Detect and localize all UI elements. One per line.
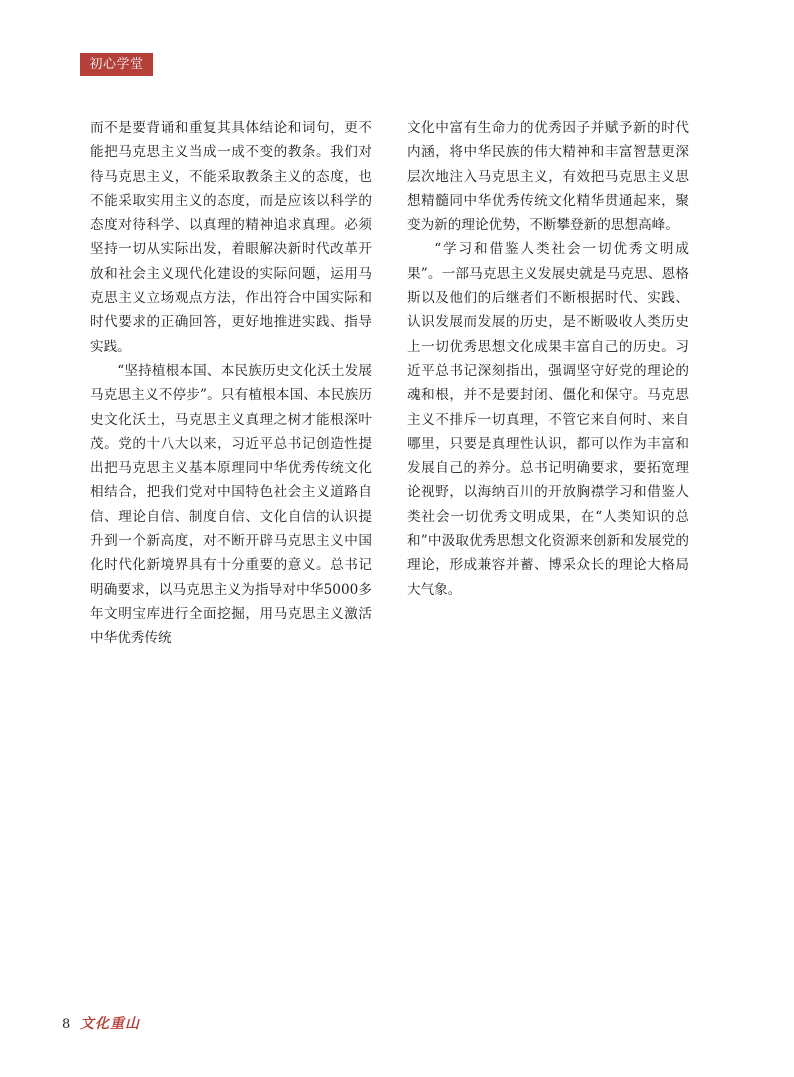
page-number: 8 — [62, 1017, 71, 1032]
paragraph: “坚持植根本国、本民族历史文化沃土发展马克思主义不停步”。只有植根本国、本民族历史文化沃土，马克思主义真理之树才能根深叶茂。党的十八大以来，习近平总书记创造性提出把马克思主义基本原理同中华优秀传统文化相结合，把我们党对中国特色社会主义道路自信、理论自信、制度自信、文化自信的认识提升到一个新高度，对不断开辟马克思主义中国化时代化新境界具有十分重要的意义。总书记明确要求，以马克思主义为指导对中华5000多年文明宝库进行全面挖掘，用马克思主义激活中华优秀传统 — [90, 362, 372, 647]
section-label: 初心学堂 — [80, 53, 153, 76]
right-column — [407, 116, 689, 602]
paragraph: 而不是要背诵和重复其具体结论和词句，更不能把马克思主义当成一成不变的教条。我们对待马克思主义，不能采取教条主义的态度，也不能采取实用主义的态度，而是应该以科学的态度对待科学、以真理的精神追求真理。必须坚持一切从实际出发，着眼解决新时代改革开放和社会主义现代化建设的实际问题，运用马克思主义立场观点方法，作出符合中国实际和时代要求的正确回答，更好地推进实践、指导实践。 — [90, 120, 372, 355]
paragraph: “学习和借鉴人类社会一切优秀文明成果”。一部马克思主义发展史就是马克思、恩格斯以及他们的后继者们不断根据时代、实践、认识发展而发展的历史，是不断吸收人类历史上一切优秀思想文化成果丰富自己的历史。习近平总书记深刻指出，强调坚守好党的理论的魂和根，并不是要封闭、僵化和保守。马克思主义不排斥一切真理，不管它来自何时、来自哪里，只要是真理性认识，都可以作为丰富和发展自己的养分。总书记明确要求，要拓宽理论视野，以海纳百川的开放胸襟学习和借鉴人类社会一切优秀文明成果，在“人类知识的总和”中汲取优秀思想文化资源来创新和发展党的理论，形成兼容并蓄、博采众长的理论大格局大气象。 — [407, 241, 689, 598]
left-column — [90, 116, 372, 651]
magazine-logo: 文化重山 — [80, 1016, 140, 1032]
paragraph: 文化中富有生命力的优秀因子并赋予新的时代内涵，将中华民族的伟大精神和丰富智慧更深层次地注入马克思主义，有效把马克思主义思想精髓同中华优秀传统文化精华贯通起来，聚变为新的理论优势，不断攀登新的思想高峰。 — [407, 120, 689, 234]
